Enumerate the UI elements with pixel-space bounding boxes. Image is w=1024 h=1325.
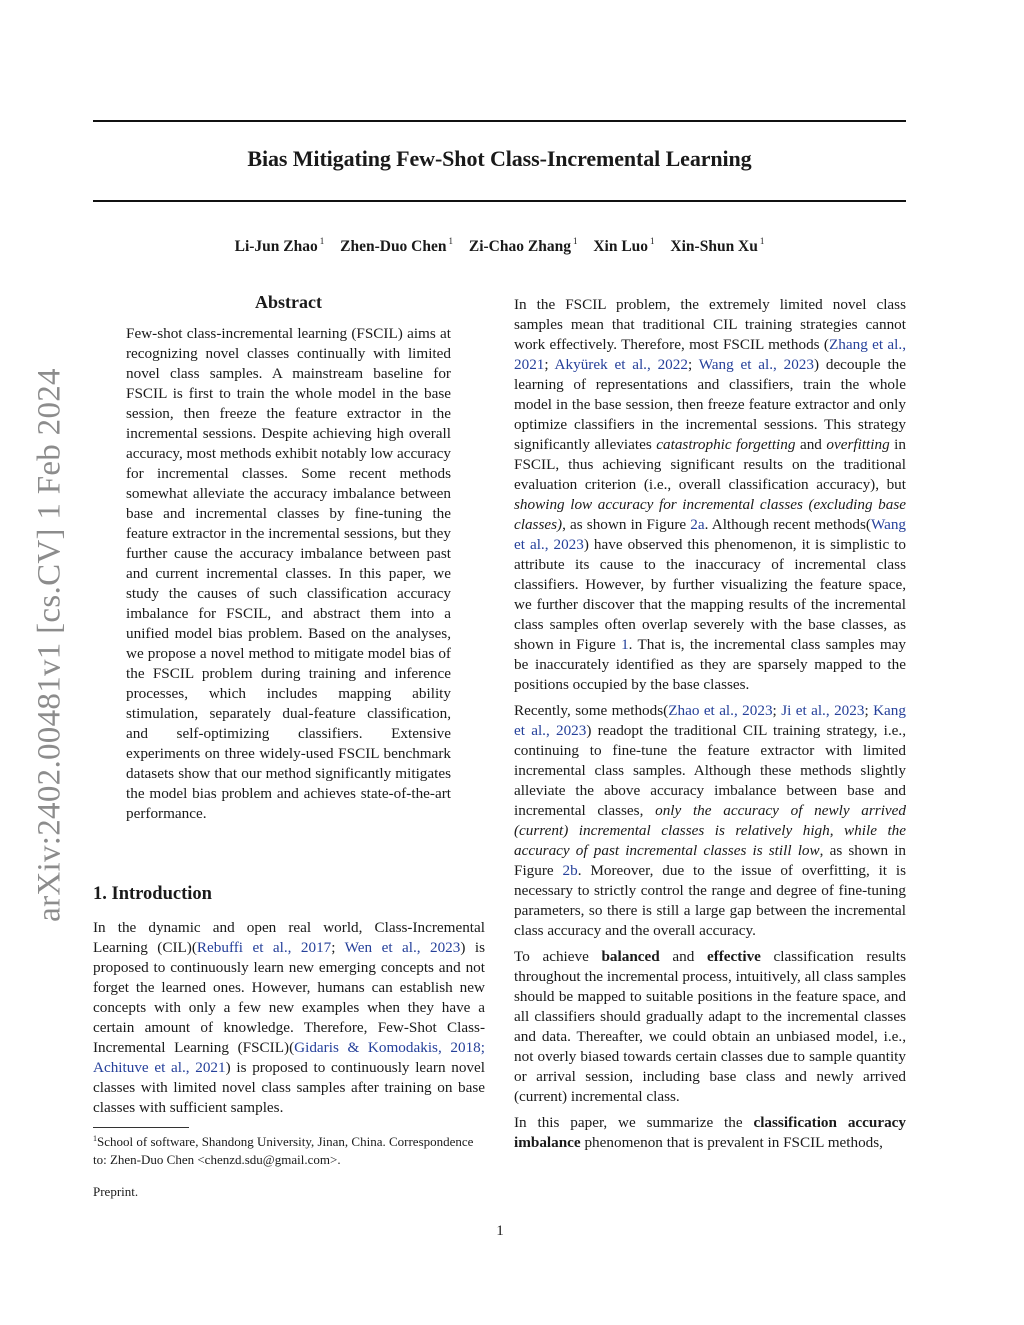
abstract-heading: Abstract [255, 292, 322, 312]
author: Xin-Shun Xu $^1$ [670, 236, 765, 255]
arxiv-identifier: arXiv:2402.00481v1 [cs.CV] 1 Feb 2024 [31, 368, 68, 922]
paper-title: Bias Mitigating Few-Shot Class-Incremental Learning [247, 146, 752, 171]
footnote-rule [93, 1127, 189, 1128]
body-paragraph: Recently, some methods(Zhao et al., 2023; Ji et al., 2023; Kang et al., 2023) readopt the traditional CIL training strategy, i.e., continuing to fine-tune the feature extractor with limited incremental class samples. Although these methods slightly alleviate the above accuracy imbalance between base and incremental classes, only the accuracy of newly arrived (current) incremental classes is relatively high, while the accuracy of past incremental classes is still low, as shown in Figure 2b. Moreover, due to the issue of overfitting, it is necessary to strictly control the range and degree of fine-tuning parameters, so there is still a large gap between the incremental class accuracy and the overall accuracy. [514, 702, 907, 939]
body-paragraph: To achieve balanced and effective classification results throughout the incremental process, intuitively, all class samples should be mapped to suitable positions in the feature space, and all classifiers should gradually adapt to the incremental classes and data. Thereafter, we could obtain an unbiased model, i.e., not overly biased towards certain classes due to sample quantity or arrival session, including base class and newly arrived (current) incremental class. [514, 948, 906, 1105]
body-paragraph: In this paper, we summarize the classification accuracy imbalance phenomenon that is prevalent in FSCIL methods, [514, 1114, 907, 1151]
right-column [514, 295, 906, 1159]
figure-link[interactable]: 1 [621, 636, 629, 653]
citation-link[interactable]: Rebuffi et al., 2017 [196, 939, 332, 956]
body-paragraph: In the FSCIL problem, the extremely limited novel class samples mean that traditional CIL training strategies cannot work effectively. Therefore, most FSCIL methods (Zhang et al., 2021; Akyürek et al., 2022; Wang et al., 2023) decouple the learning of representations and classifiers, train the whole model in the base session, then freeze feature extractor and only optimize classifiers in the incremental sessions. This strategy significantly alleviates catastrophic forgetting and overfitting in FSCIL, thus achieving significant results on the traditional evaluation criterion (i.e., overall classification accuracy), but showing low accuracy for incremental classes (excluding base classes), as shown in Figure 2a. Although recent methods(Wang et al., 2023) have observed this phenomenon, it is simplistic to attribute its cause to the inaccuracy of incremental class classifiers. However, by further visualizing the feature space, we further discover that the mapping results of the incremental class samples often overlap severely with the base classes, as shown in Figure 1. That is, the incremental class samples may be inaccurately identified as they are sparsely mapped to the positions occupied by the base classes. [514, 296, 907, 693]
page-number: 1 [496, 1223, 504, 1239]
introduction-paragraph: In the dynamic and open real world, Class-Incremental Learning (CIL)(Rebuffi et al., 2017; Wen et al., 2023) is proposed to continuously learn new emerging concepts and not forget the learned ones. However, humans can establish new concepts with only a few new examples when they have a certain amount of knowledge. Therefore, Few-Shot Class-Incremental Learning (FSCIL)(Gidaris & Komodakis, 2018; Achituve et al., 2021) is proposed to continuously learn novel classes with limited novel class samples after training on base classes with sufficient samples. [93, 919, 485, 1116]
citation-link[interactable]: Wang et al., 2023 [698, 356, 814, 373]
citation-link[interactable]: Wen et al., 2023 [344, 939, 461, 956]
author: Li-Jun Zhao $^1$ [234, 236, 325, 255]
title-bottom-rule [93, 200, 906, 202]
author: Zhen-Duo Chen $^1$ [340, 236, 453, 255]
citation-link[interactable]: Kang et al., 2023 [514, 702, 906, 739]
author-list [93, 236, 906, 256]
citation-link[interactable]: Achituve et al., 2021 [93, 1059, 226, 1076]
author: Xin Luo $^1$ [593, 236, 655, 255]
title-top-rule [93, 120, 906, 122]
figure-link[interactable]: 2b [562, 862, 578, 879]
citation-link[interactable]: Zhao et al., 2023 [668, 702, 773, 719]
author: Zi-Chao Zhang $^1$ [468, 236, 578, 255]
citation-link[interactable]: Gidaris & Komodakis, 2018 [294, 1039, 481, 1056]
footnote: $^1$School of software, Shandong University, Jinan, China. Correspondence to: Zhen-Duo Chen <chenzd.sdu@gmail.com>. [93, 1134, 474, 1167]
abstract-text: Few-shot class-incremental learning (FSCIL) aims at recognizing novel classes continually with limited novel class samples. A mainstream baseline for FSCIL is first to train the whole model in the base session, then freeze the feature extractor in the incremental sessions. Despite achieving high overall accuracy, most methods exhibit notably low accuracy for incremental classes. Some recent methods somewhat alleviate the accuracy imbalance between base and incremental classes by fine-tuning the feature extractor in the incremental sessions, but they further cause the accuracy imbalance between past and current incremental classes. In this paper, we study the causes of such classification accuracy imbalance for FSCIL, and abstract them into a unified model bias problem. Based on the analyses, we propose a novel method to mitigate model bias of the FSCIL problem during training and inference processes, which includes mapping ability stimulation, separately dual-feature classification, and self-optimizing classifiers. Extensive experiments on three widely-used FSCIL benchmark datasets show that our method significantly mitigates the model bias problem and achieves state-of-the-art performance. [126, 325, 452, 822]
citation-link[interactable]: Ji et al., 2023 [781, 702, 865, 719]
preprint-label: Preprint. [93, 1184, 139, 1199]
figure-link[interactable]: 2a [690, 516, 705, 533]
citation-link[interactable]: Akyürek et al., 2022 [554, 356, 688, 373]
introduction-heading: 1. Introduction [93, 884, 212, 904]
citation-link[interactable]: Wang et al., 2023 [514, 516, 907, 553]
citation-link[interactable]: Zhang et al., 2021 [514, 336, 906, 373]
